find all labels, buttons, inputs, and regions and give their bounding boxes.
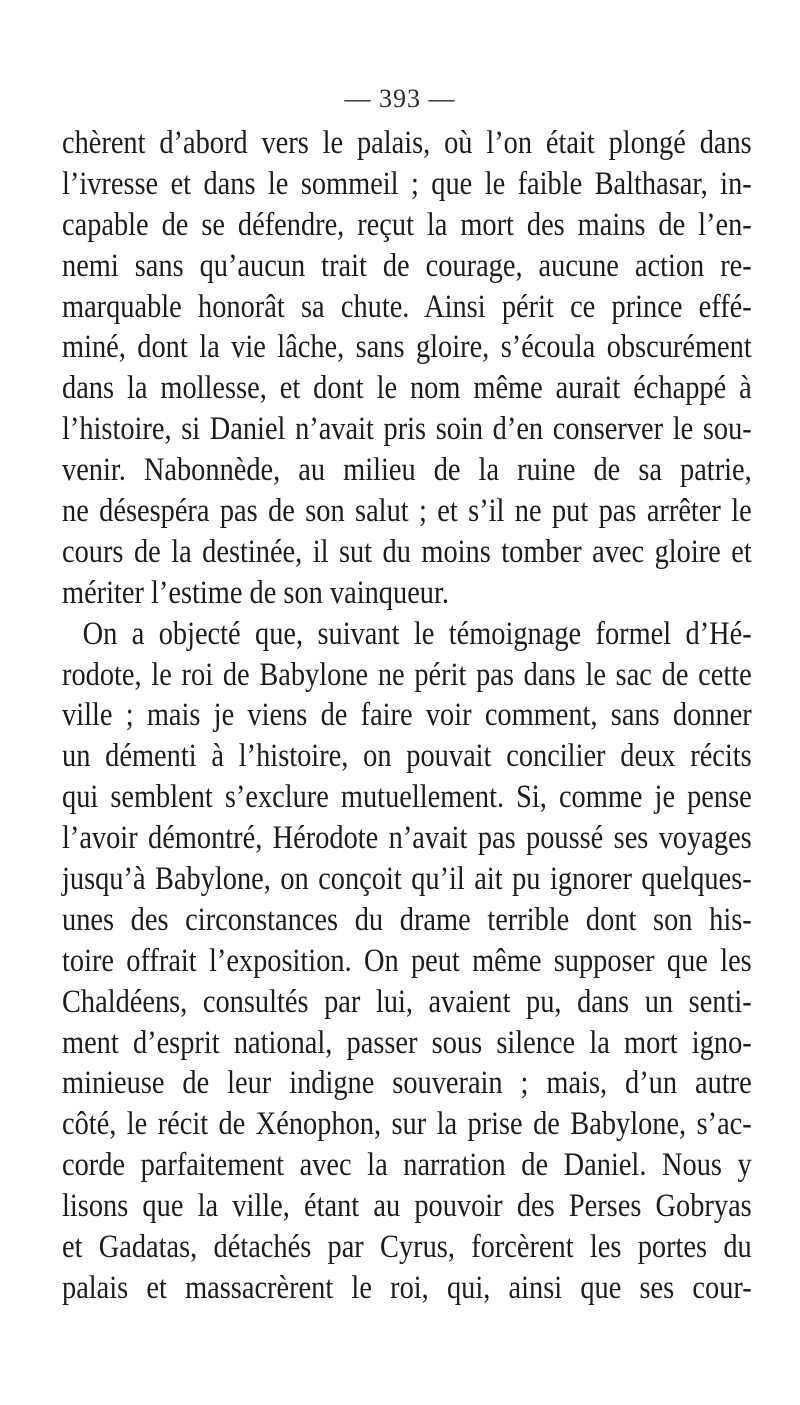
text-line: On a objecté que, suivant le témoignage formel d’Hé- [82,615,752,652]
text-line: capable de se défendre, reçut la mort des mains de l’en- [62,206,752,243]
text-line: cours de la destinée, il sut du moins tomber avec gloire et [62,533,752,570]
text-line: miné, dont la vie lâche, sans gloire, s’écoula obscurément [62,329,752,366]
text-line: un démenti à l’histoire, on pouvait concilier deux récits [62,738,752,775]
text-line: rodote, le roi de Babylone ne périt pas dans le sac de cette [62,656,752,693]
body-text [62,123,752,1309]
text-line: et Gadatas, détachés par Cyrus, forcèrent les portes du [62,1229,752,1266]
text-line: toire offrait l’exposition. On peut même supposer que les [62,942,752,979]
text-line: chèrent d’abord vers le palais, où l’on était plongé dans [62,125,752,161]
text-line: ment d’esprit national, passer sous silence la mort igno- [62,1024,752,1061]
text-line: l’histoire, si Daniel n’avait pris soin d’en conserver le sou- [62,411,752,448]
text-line: corde parfaitement avec la narration de Daniel. Nous y [62,1147,752,1184]
text-line: dans la mollesse, et dont le nom même aurait échappé à [62,370,752,407]
page-number: — 393 — [344,84,456,113]
text-line: venir. Nabonnède, au milieu de la ruine de sa patrie, [62,452,752,489]
text-line: mériter l’estime de son vainqueur. [62,574,449,611]
text-line: ne désespéra pas de son salut ; et s’il ne put pas arrêter le [62,493,752,530]
text-line: marquable honorât sa chute. Ainsi périt ce prince effé- [62,288,752,325]
text-line: minieuse de leur indigne souverain ; mais, d’un autre [62,1065,752,1102]
text-line: jusqu’à Babylone, on conçoit qu’il ait pu ignorer quelques- [62,861,752,898]
text-line: Chaldéens, consultés par lui, avaient pu, dans un senti- [62,983,752,1020]
text-line: unes des circonstances du drame terrible dont son his- [62,901,752,938]
text-line: côté, le récit de Xénophon, sur la prise de Babylone, s’ac- [62,1106,752,1143]
text-line: l’avoir démontré, Hérodote n’avait pas poussé ses voyages [62,820,752,857]
text-line: ville ; mais je viens de faire voir comment, sans donner [62,697,752,734]
text-line: lisons que la ville, étant au pouvoir des Perses Gobryas [62,1188,752,1225]
text-line: qui semblent s’exclure mutuellement. Si, comme je pense [62,779,752,816]
text-line: nemi sans qu’aucun trait de courage, aucune action re- [62,247,752,284]
text-line: palais et massacrèrent le roi, qui, ainsi que ses cour- [62,1269,752,1306]
text-line: l’ivresse et dans le sommeil ; que le faible Balthasar, in- [62,165,752,202]
